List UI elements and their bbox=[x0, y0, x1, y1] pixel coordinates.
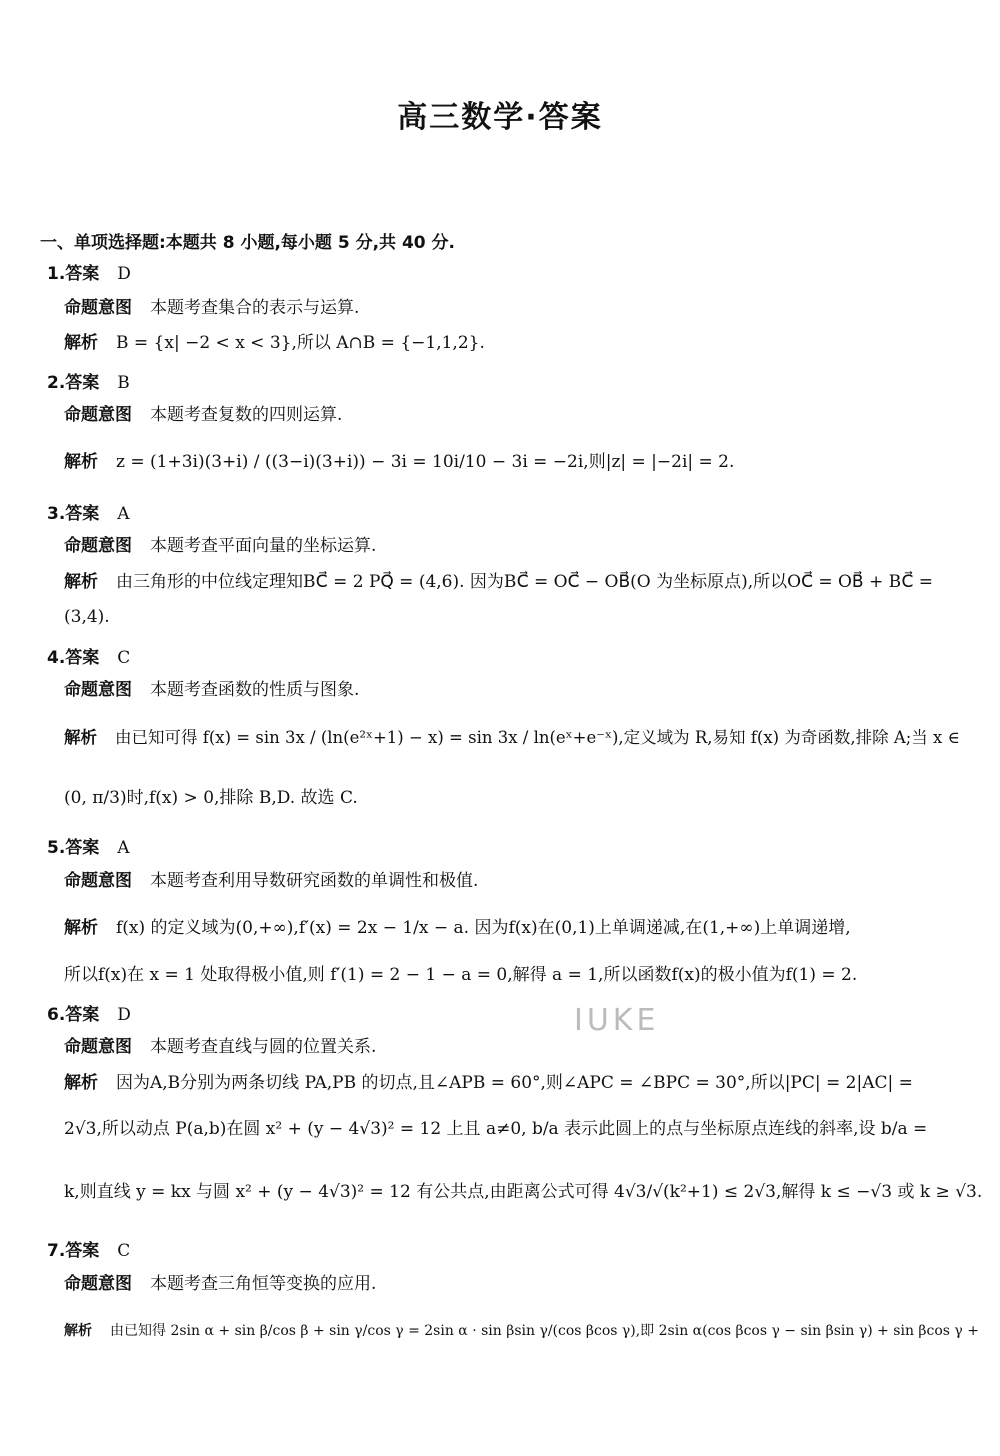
question-7-answer-line: 7.答案 C bbox=[47, 1241, 131, 1261]
page-title: 高三数学·答案 bbox=[397, 100, 603, 135]
question-5-intent: 命题意图 本题考查利用导数研究函数的单调性和极值. bbox=[64, 871, 479, 891]
question-5-analysis: 解析 f(x) 的定义域为(0,+∞),f′(x) = 2x − 1/x − a. 因为f(x)在(0,1)上单调递减,在(1,+∞)上单调递增, bbox=[64, 918, 851, 938]
question-7-analysis: 解析 由已知得 2sin α + sin β/cos β + sin γ/cos γ = 2sin α · sin βsin γ/(cos βcos γ),即 2sin α(cos βcos γ − sin βsin γ) + sin βcos γ + bbox=[64, 1323, 979, 1339]
question-1-answer-line: 1.答案 D bbox=[47, 264, 131, 284]
question-3-analysis: 解析 由三角形的中位线定理知BC⃗ = 2 PQ⃗ = (4,6). 因为BC⃗ = OC⃗ − OB⃗(O 为坐标原点),所以OC⃗ = OB⃗ + BC⃗ = bbox=[64, 572, 933, 592]
question-3-intent: 命题意图 本题考查平面向量的坐标运算. bbox=[64, 536, 377, 556]
question-6-analysis-cont: 2√3,所以动点 P(a,b)在圆 x² + (y − 4√3)² = 12 上且 a≠0, b/a 表示此圆上的点与坐标原点连线的斜率,设 b/a = bbox=[64, 1119, 928, 1139]
section-heading: 一、单项选择题:本题共 8 小题,每小题 5 分,共 40 分. bbox=[40, 233, 455, 253]
question-4-answer-line: 4.答案 C bbox=[47, 648, 131, 668]
question-2-analysis: 解析 z = (1+3i)(3+i) / ((3−i)(3+i)) − 3i = 10i/10 − 3i = −2i,则|z| = |−2i| = 2. bbox=[64, 452, 735, 472]
question-7-intent: 命题意图 本题考查三角恒等变换的应用. bbox=[64, 1274, 377, 1294]
question-4-intent: 命题意图 本题考查函数的性质与图象. bbox=[64, 680, 360, 700]
question-3-analysis-cont: (3,4). bbox=[64, 607, 110, 627]
question-1-intent: 命题意图 本题考查集合的表示与运算. bbox=[64, 298, 360, 318]
question-5-analysis-cont: 所以f(x)在 x = 1 处取得极小值,则 f′(1) = 2 − 1 − a = 0,解得 a = 1,所以函数f(x)的极小值为f(1) = 2. bbox=[64, 965, 858, 985]
question-2-intent: 命题意图 本题考查复数的四则运算. bbox=[64, 405, 343, 425]
question-1-analysis: 解析 B = {x| −2 < x < 3},所以 A∩B = {−1,1,2}. bbox=[64, 333, 485, 353]
watermark: IUKE bbox=[574, 1003, 660, 1038]
question-5-answer-line: 5.答案 A bbox=[47, 838, 130, 858]
question-4-analysis: 解析 由已知可得 f(x) = sin 3x / (ln(e²ˣ+1) − x) = sin 3x / ln(eˣ+e⁻ˣ),定义域为 R,易知 f(x) 为奇函数,排除 A;当 x ∈ bbox=[64, 728, 960, 747]
question-3-answer-line: 3.答案 A bbox=[47, 504, 130, 524]
question-4-analysis-cont: (0, π/3)时,f(x) > 0,排除 B,D. 故选 C. bbox=[64, 788, 358, 808]
question-6-analysis: 解析 因为A,B分别为两条切线 PA,PB 的切点,且∠APB = 60°,则∠APC = ∠BPC = 30°,所以|PC| = 2|AC| = bbox=[64, 1073, 913, 1093]
question-6-intent: 命题意图 本题考查直线与圆的位置关系. bbox=[64, 1037, 377, 1057]
question-6-analysis-cont-2: k,则直线 y = kx 与圆 x² + (y − 4√3)² = 12 有公共点,由距离公式可得 4√3/√(k²+1) ≤ 2√3,解得 k ≤ −√3 或 k ≥ √3. bbox=[64, 1182, 983, 1202]
question-2-answer-line: 2.答案 B bbox=[47, 373, 130, 393]
question-6-answer-line: 6.答案 D bbox=[47, 1005, 131, 1025]
